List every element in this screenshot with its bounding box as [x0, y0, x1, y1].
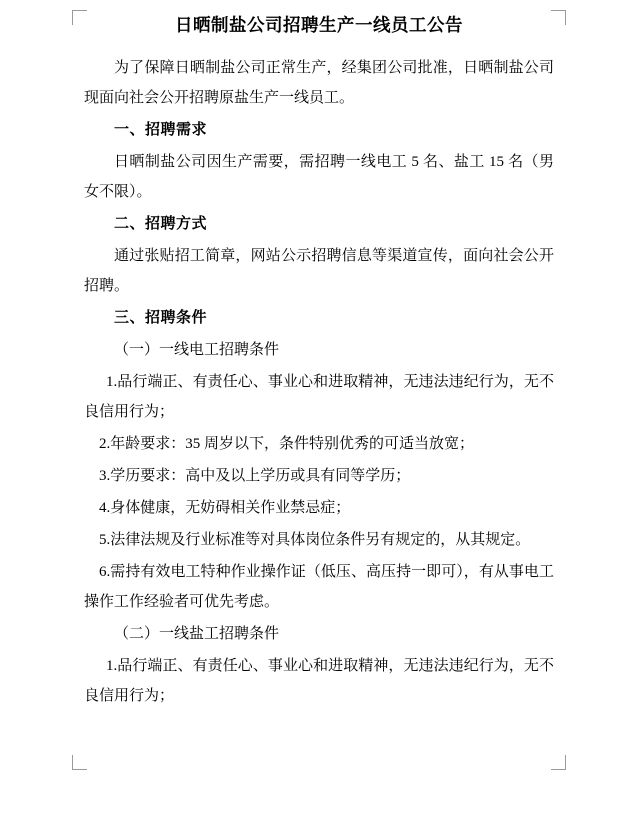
- paragraph-list: [84, 53, 554, 711]
- paragraph-cond-1-4: 4.身体健康，无妨碍相关作业禁忌症；: [99, 500, 351, 516]
- crop-mark-bottom-left: [72, 755, 87, 770]
- paragraph-cond-2-title: （二）一线盐工招聘条件: [114, 626, 280, 642]
- paragraph-cond-1-5: 5.法律法规及行业标准等对具体岗位条件另有规定的，从其规定。: [99, 532, 531, 548]
- paragraph-cond-1-title: （一）一线电工招聘条件: [114, 342, 280, 358]
- paragraph-method-body: 通过张贴招工简章，网站公示招聘信息等渠道宣传，面向社会公开招聘。: [84, 248, 554, 294]
- paragraph-cond-1-2: 2.年龄要求：35 周岁以下，条件特别优秀的可适当放宽；: [99, 436, 475, 452]
- paragraph-heading-3: 三、招聘条件: [114, 310, 208, 326]
- paragraph-cond-1-6: 6.需持有效电工特种作业操作证（低压、高压持一即可），有从事电工操作工作经验者可优先考虑。: [84, 564, 554, 610]
- crop-mark-bottom-right: [551, 755, 566, 770]
- paragraph-heading-2: 二、招聘方式: [114, 216, 208, 232]
- paragraph-intro: 为了保障日晒制盐公司正常生产，经集团公司批准，日晒制盐公司现面向社会公开招聘原盐生产一线员工。: [84, 60, 554, 106]
- paragraph-cond-2-1: 1.品行端正、有责任心、事业心和进取精神，无违法违纪行为，无不良信用行为；: [84, 658, 554, 704]
- page-title: 日晒制盐公司招聘生产一线员工公告: [175, 15, 463, 35]
- paragraph-need-body: 日晒制盐公司因生产需要，需招聘一线电工 5 名、盐工 15 名（男女不限）。: [84, 154, 554, 200]
- document-body: [84, 12, 554, 713]
- paragraph-heading-1: 一、招聘需求: [114, 122, 208, 138]
- paragraph-cond-1-1: 1.品行端正、有责任心、事业心和进取精神，无违法违纪行为，无不良信用行为；: [84, 374, 554, 420]
- paragraph-cond-1-3: 3.学历要求：高中及以上学历或具有同等学历；: [99, 468, 411, 484]
